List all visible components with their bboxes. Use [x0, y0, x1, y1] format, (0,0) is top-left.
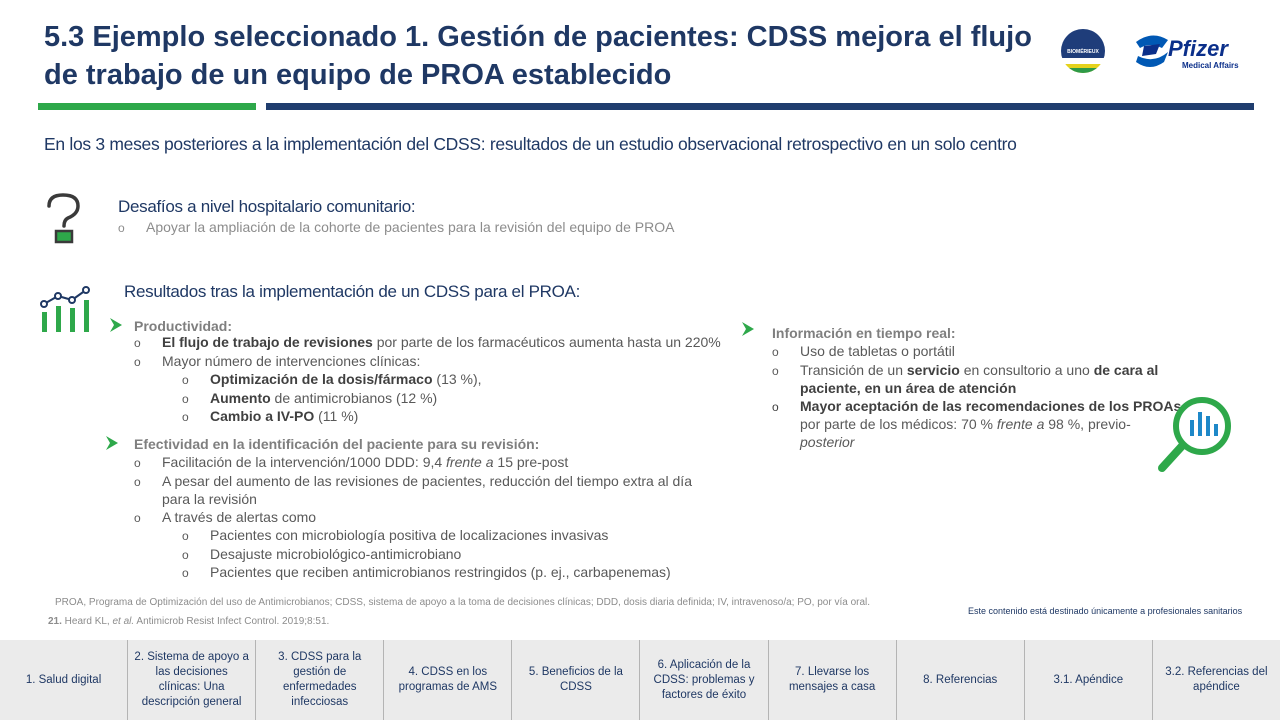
- nav-item-mensajes[interactable]: 7. Llevarse los mensajes a casa: [769, 640, 897, 720]
- list-item-text: A través de alertas como: [162, 508, 317, 525]
- list-item-text: 15 pre-post: [493, 454, 569, 470]
- list-item-text: Pacientes con microbiología positiva de localizaciones invasivas: [210, 527, 609, 543]
- magnifier-chart-icon: [1154, 392, 1240, 476]
- pfizer-logo: [1132, 28, 1242, 76]
- results-heading: Resultados tras la implementación de un CDSS para el PROA:: [124, 282, 580, 301]
- bullet-marker: o: [182, 373, 189, 387]
- pfizer-logo-text: Pfizer: [1168, 36, 1228, 61]
- sub-list-item: [134, 390, 721, 409]
- list-item-continuation: para la revisión: [162, 491, 257, 507]
- title-underline-navy: [266, 103, 1254, 110]
- productivity-heading: Productividad:: [134, 318, 233, 334]
- list-item-bold: Mayor aceptación de las recomendaciones de los PROAs: [800, 397, 1182, 414]
- list-item-text: por parte de los médicos: 70 %: [800, 416, 997, 432]
- bullet-marker: o: [182, 410, 189, 424]
- effectiveness-heading: Efectividad en la identificación del paciente para su revisión:: [134, 436, 540, 452]
- abbreviations-footnote: PROA, Programa de Optimización del uso de Antimicrobianos; CDSS, sistema de apoyo a la toma de decisiones clínicas; DDD, dosis diaria definida; IV, intravenoso/a; PO, por vía oral.: [55, 597, 871, 608]
- sub-list-item: [134, 564, 692, 583]
- bullet-marker: o: [182, 547, 189, 562]
- question-mark-icon: [44, 192, 84, 244]
- list-item-bold: Optimización de la dosis/fármaco: [210, 371, 433, 387]
- nav-item-referencias[interactable]: 8. Referencias: [897, 640, 1025, 720]
- reference-footnote: [48, 616, 329, 627]
- nav-item-sistema-apoyo[interactable]: 2. Sistema de apoyo a las decisiones clínicas: Una descripción general: [128, 640, 256, 720]
- list-item-text: Facilitación de la intervención/1000 DDD: 9,4: [162, 454, 447, 470]
- sub-list-item: [134, 371, 721, 390]
- nav-item-beneficios[interactable]: 5. Beneficios de la CDSS: [512, 640, 640, 720]
- bullet-marker: o: [772, 363, 779, 378]
- reference-text: Antimicrob Resist Infect Control. 2019;8:51.: [134, 616, 330, 627]
- list-item-text: por parte de los farmacéuticos aumenta hasta un 220%: [372, 334, 721, 350]
- subtitle: En los 3 meses posteriores a la implementación del CDSS: resultados de un estudio observacional retrospectivo en un solo centro: [44, 134, 1017, 154]
- list-item-italic: frente a: [996, 416, 1045, 432]
- list-item-italic: posterior: [800, 433, 855, 450]
- list-item-text: (13 %),: [432, 371, 482, 387]
- bullet-marker: o: [772, 399, 779, 414]
- list-item-bold: Aumento: [210, 389, 271, 406]
- nav-item-aplicacion[interactable]: 6. Aplicación de la CDSS: problemas y factores de éxito: [640, 640, 768, 720]
- list-item-text: de antimicrobianos (12 %): [270, 389, 438, 406]
- list-item: [134, 509, 692, 528]
- list-item: [772, 343, 1172, 362]
- challenges-item: [118, 219, 674, 238]
- sub-list-item: [134, 546, 692, 565]
- productivity-list: [134, 334, 721, 427]
- chevron-right-icon: [108, 316, 128, 339]
- reference-text: Heard KL,: [61, 616, 113, 627]
- list-item: [134, 454, 692, 473]
- biomerieux-logo-text: BIOMÉRIEUX: [1067, 49, 1099, 55]
- realtime-list: [772, 343, 1182, 451]
- bullet-marker: o: [134, 354, 141, 369]
- nav-item-cdss-ams[interactable]: 4. CDSS en los programas de AMS: [384, 640, 512, 720]
- bullet-marker: o: [134, 336, 141, 350]
- bullet-marker: o: [118, 221, 125, 235]
- bullet-marker: o: [134, 510, 141, 525]
- list-item-text: Transición de un: [800, 361, 907, 378]
- bullet-marker: o: [134, 474, 141, 489]
- effectiveness-list: [134, 454, 692, 583]
- nav-item-apendice[interactable]: 3.1. Apéndice: [1025, 640, 1153, 720]
- sub-list-item: [134, 408, 721, 427]
- pfizer-logo-subtext: Medical Affairs: [1182, 61, 1239, 70]
- list-item: [772, 362, 1172, 381]
- list-item-text: 98 %, previo-: [1044, 416, 1131, 432]
- sub-list-item: [134, 527, 692, 546]
- list-item-continuation: [772, 416, 1172, 434]
- reference-number: 21.: [48, 616, 62, 627]
- list-item: [772, 397, 1182, 417]
- bar-chart-icon: [38, 284, 94, 334]
- challenges-item-text: Apoyar la ampliación de la cohorte de pacientes para la revisión del equipo de PROA: [146, 219, 675, 235]
- nav-item-cdss-infecciosas[interactable]: 3. CDSS para la gestión de enfermedades infecciosas: [256, 640, 384, 720]
- bullet-marker: o: [182, 566, 189, 580]
- list-item-text: A pesar del aumento de las revisiones de pacientes, reducción del tiempo extra al día: [162, 472, 692, 489]
- list-item-bold: servicio: [906, 361, 960, 378]
- list-item-text: Uso de tabletas o portátil: [800, 343, 955, 359]
- biomerieux-logo: [1060, 28, 1106, 74]
- list-item: [134, 334, 721, 353]
- list-item: [134, 473, 692, 492]
- title-underline-green: [38, 103, 256, 110]
- disclaimer: Este contenido está destinado únicamente a profesionales sanitarios: [968, 606, 1243, 616]
- page-title: 5.3 Ejemplo seleccionado 1. Gestión de pacientes: CDSS mejora el flujo de trabajo de un equipo de PROA establecido: [44, 21, 1032, 91]
- bullet-marker: o: [772, 345, 779, 359]
- list-item-continuation: paciente, en un área de atención: [800, 380, 1017, 396]
- bullet-marker: o: [134, 456, 141, 470]
- list-item: [134, 353, 721, 372]
- list-item-text: en consultorio a uno: [959, 361, 1094, 378]
- realtime-heading: Información en tiempo real:: [772, 325, 956, 341]
- list-item-bold: El flujo de trabajo de revisiones: [162, 334, 373, 350]
- bottom-nav: [0, 640, 1280, 720]
- list-item-bold: de cara al: [1093, 361, 1159, 378]
- list-item-continuation: [772, 434, 1172, 452]
- list-item-bold: Cambio a IV-PO: [210, 408, 315, 424]
- list-item-text: (11 %): [314, 408, 359, 424]
- list-item-text: Mayor número de intervenciones clínicas:: [162, 352, 421, 369]
- bullet-marker: o: [182, 529, 189, 543]
- list-item-text: Desajuste microbiológico-antimicrobiano: [210, 545, 462, 562]
- reference-italic: et al.: [112, 616, 135, 627]
- challenges-heading: Desafíos a nivel hospitalario comunitario:: [118, 197, 416, 216]
- nav-item-referencias-apendice[interactable]: 3.2. Referencias del apéndice: [1165, 666, 1268, 693]
- chevron-right-icon: [740, 320, 760, 343]
- chevron-right-icon: [104, 434, 124, 457]
- list-item-italic: frente a: [446, 454, 494, 470]
- list-item-text: Pacientes que reciben antimicrobianos restringidos (p. ej., carbapenemas): [210, 564, 671, 580]
- bullet-marker: o: [182, 391, 189, 406]
- nav-item-salud-digital[interactable]: 1. Salud digital: [0, 640, 128, 720]
